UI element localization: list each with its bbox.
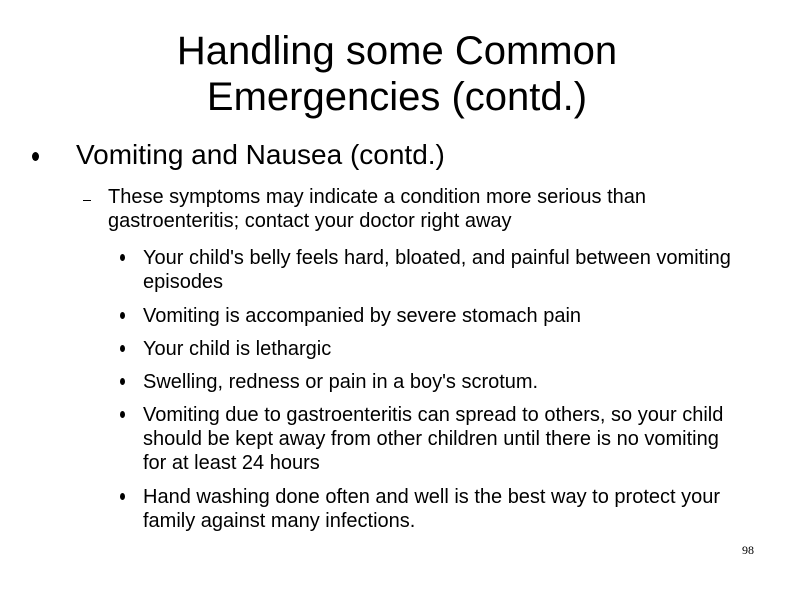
- bullet-icon: [120, 493, 125, 500]
- list-item-text: Hand washing done often and well is the best way to protect your family against many infections.: [143, 486, 721, 532]
- page-number: 98: [742, 543, 754, 557]
- section-heading: Vomiting and Nausea (contd.): [76, 139, 445, 170]
- bullet-icon: [120, 312, 125, 319]
- dash-icon: [83, 200, 91, 201]
- list-item-text: Vomiting due to gastroenteritis can spread to others, so your child should be kept away from other children until there is no vomiting for at least 24 hours: [143, 404, 724, 474]
- title-line-2: Emergencies (contd.): [206, 75, 588, 119]
- title-line-1: Handling some Common: [176, 29, 618, 73]
- list-item-text: Your child's belly feels hard, bloated, and painful between vomiting episodes: [143, 247, 731, 293]
- slide-title: [0, 28, 794, 120]
- subheading: These symptoms may indicate a condition more serious than gastroenteritis; contact your doctor right away: [108, 186, 647, 232]
- bullet-icon: [120, 411, 125, 418]
- list-item-text: Your child is lethargic: [143, 338, 332, 360]
- bullet-icon: [120, 378, 125, 385]
- list-item-text: Swelling, redness or pain in a boy's scrotum.: [143, 371, 539, 393]
- bullet-icon: [120, 254, 125, 261]
- bullet-icon: [120, 345, 125, 352]
- bullet-icon: [32, 152, 39, 161]
- list-item-text: Vomiting is accompanied by severe stomach pain: [143, 305, 582, 327]
